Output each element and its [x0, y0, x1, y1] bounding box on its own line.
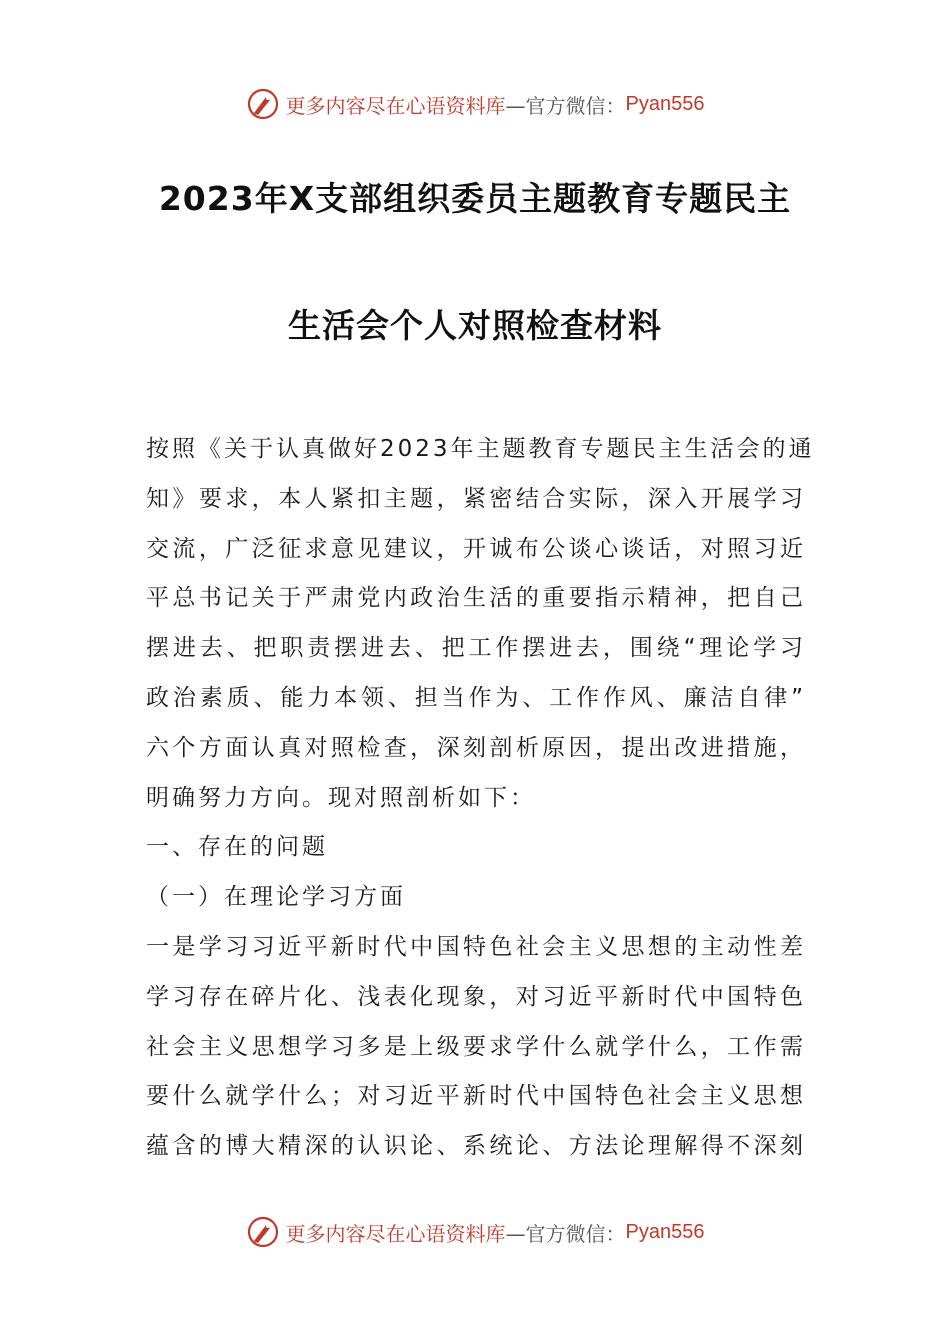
intro-line: 明确努力方向。现对照剖析如下：: [146, 785, 536, 811]
banner-wechat-id: Pyan556: [625, 92, 705, 115]
banner-brand-text: 更多内容尽在心语资料库: [285, 1221, 506, 1246]
intro-line: 六个方面认真对照检查，深刻剖析原因，提出改进措施，: [146, 735, 806, 761]
header-banner: [0, 84, 950, 124]
banner-brand-text: 更多内容尽在心语资料库: [285, 93, 506, 118]
intro-line: 按照《关于认真做好2023年主题教育专题民主生活会的通: [146, 436, 815, 462]
document-title-line-1: 2023年X支部组织委员主题教育专题民主: [158, 179, 792, 218]
document-title-line-2: 生活会个人对照检查材料: [288, 306, 662, 345]
intro-line: 政治素质、能力本领、担当作为、工作作风、廉洁自律”: [146, 685, 806, 711]
intro-line: 知》要求，本人紧扣主题，紧密结合实际，深入开展学习: [146, 486, 806, 512]
point-line: 学习存在碎片化、浅表化现象，对习近平新时代中国特色: [146, 984, 806, 1010]
footer-banner: [0, 1212, 950, 1252]
banner-official-text: —官方微信：: [505, 93, 626, 118]
intro-line: 平总书记关于严肃党内政治生活的重要指示精神，把自己: [146, 585, 806, 611]
point-line: 社会主义思想学习多是上级要求学什么就学什么，工作需: [146, 1034, 806, 1060]
pen-nib-icon: [246, 87, 280, 121]
pen-nib-icon: [246, 1215, 280, 1249]
point-line: 一是学习习近平新时代中国特色社会主义思想的主动性差: [146, 934, 806, 960]
point-line: 要什么就学什么；对习近平新时代中国特色社会主义思想: [146, 1083, 806, 1109]
point-line: 蕴含的博大精深的认识论、系统论、方法论理解得不深刻: [146, 1133, 806, 1159]
section-heading: 一、存在的问题: [146, 834, 328, 860]
intro-line: 摆进去、把职责摆进去、把工作摆进去，围绕“理论学习: [146, 635, 806, 661]
banner-wechat-id: Pyan556: [625, 1220, 705, 1243]
intro-line: 交流，广泛征求意见建议，开诚布公谈心谈话，对照习近: [146, 536, 806, 562]
banner-official-text: —官方微信：: [505, 1221, 626, 1246]
subsection-heading: （一）在理论学习方面: [146, 884, 406, 910]
